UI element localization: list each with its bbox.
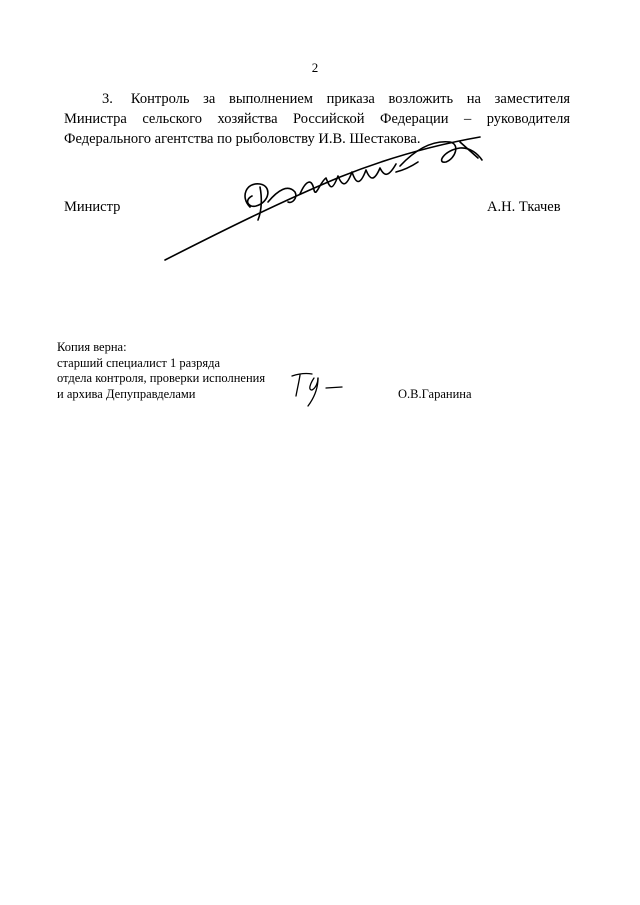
copy-initials-signature-icon (288, 368, 348, 408)
minister-signature-icon (160, 132, 500, 267)
item-number: 3. (102, 91, 113, 107)
paragraph-line-text: Контроль за выполнением приказа возложить на заместителя (130, 91, 570, 107)
paragraph-line-2: Министра сельского хозяйства Российской Федерации – руководителя (64, 111, 570, 127)
signer-name: А.Н. Ткачев (487, 199, 561, 215)
copy-certification-line: отдела контроля, проверки исполнения (57, 371, 266, 385)
copy-certification-line: старший специалист 1 разряда (57, 355, 220, 370)
copy-certifier-name: О.В.Гаранина (398, 387, 472, 401)
copy-certification-block (57, 340, 265, 402)
paragraph-line-3: Федерального агентства по рыболовству И.В. Шестакова. (64, 131, 421, 147)
page-number: 2 (311, 60, 319, 75)
signer-title: Министр (64, 199, 121, 215)
copy-certification-line: и архива Депуправделами (57, 386, 196, 401)
paragraph-line-1 (64, 89, 570, 109)
copy-certification-line: Копия верна: (57, 340, 127, 354)
